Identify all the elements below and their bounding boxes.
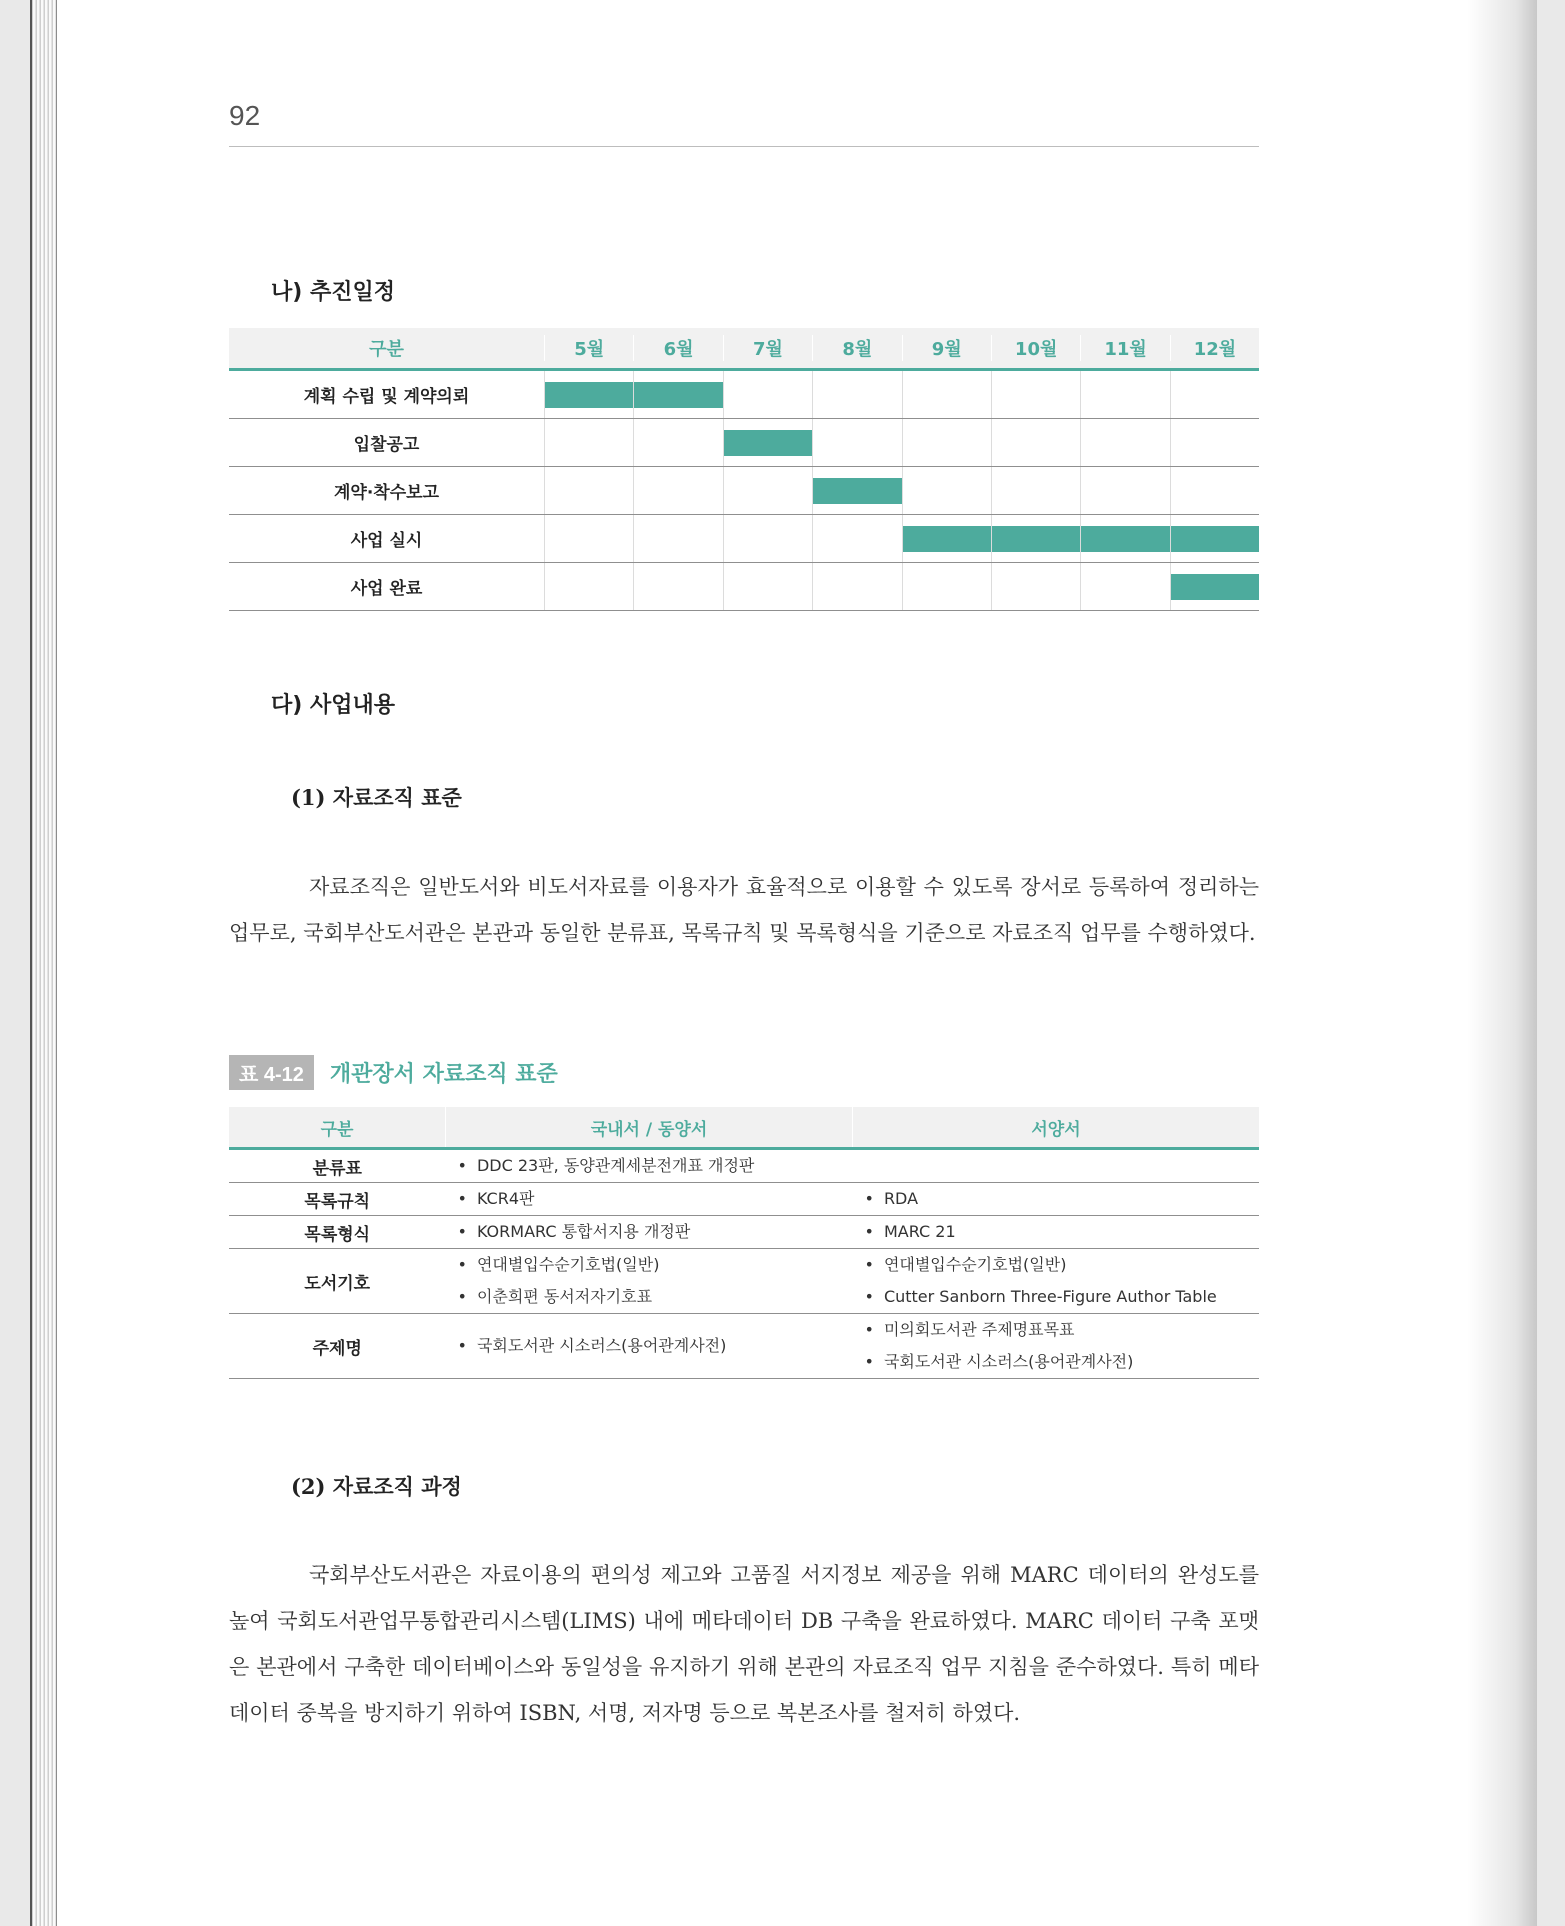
standards-row-label: 목록형식 — [229, 1216, 446, 1249]
gantt-bar — [1081, 526, 1169, 552]
schedule-heading: 나) 추진일정 — [271, 280, 395, 305]
page-shadow — [1467, 0, 1537, 1926]
gantt-cell — [902, 467, 991, 514]
bullet-item: • 미의회도서관 주제명표목표 — [865, 1314, 1248, 1346]
business-heading: 다) 사업내용 — [271, 693, 395, 718]
gantt-cell — [812, 371, 901, 418]
gantt-cell — [991, 419, 1080, 466]
gantt-cell — [812, 563, 901, 610]
bullet-list — [458, 1183, 841, 1215]
gantt-bar — [545, 382, 633, 408]
gantt-cell — [544, 419, 633, 466]
gantt-row — [229, 371, 1259, 419]
domestic-cell — [446, 1216, 853, 1249]
bullet-item: • DDC 23판, 동양관계세분전개표 개정판 — [458, 1150, 1248, 1182]
gantt-cell — [1170, 563, 1259, 610]
western-cell — [853, 1216, 1260, 1249]
gantt-row-label: 입찰공고 — [353, 435, 420, 455]
bullet-list — [458, 1150, 1248, 1182]
gantt-cell — [544, 515, 633, 562]
bullet-item: • Cutter Sanborn Three-Figure Author Table — [865, 1281, 1248, 1313]
gantt-row — [229, 515, 1259, 563]
gantt-cell — [902, 515, 991, 562]
domestic-cell — [446, 1183, 853, 1216]
standards-row — [229, 1249, 1259, 1314]
gantt-bar — [992, 526, 1080, 552]
standards-header-row — [229, 1107, 1259, 1149]
bullet-list — [865, 1314, 1248, 1378]
gantt-cell — [1080, 467, 1169, 514]
gantt-cell — [544, 371, 633, 418]
standards-row — [229, 1314, 1259, 1379]
gantt-month-header: 7월 — [723, 335, 812, 361]
gantt-cell — [991, 563, 1080, 610]
gantt-cell — [1080, 563, 1169, 610]
gantt-cell — [723, 467, 812, 514]
gantt-bar — [1171, 574, 1259, 600]
table-number: 표 4-12 — [229, 1055, 314, 1090]
gantt-cell — [544, 563, 633, 610]
gantt-cell — [633, 563, 722, 610]
bullet-list — [458, 1216, 841, 1248]
gantt-cell — [1080, 419, 1169, 466]
standards-row-label: 목록규칙 — [229, 1183, 446, 1216]
gantt-cell — [1170, 419, 1259, 466]
gantt-month-header: 10월 — [991, 335, 1080, 361]
gantt-cell — [723, 371, 812, 418]
bullet-item: • RDA — [865, 1183, 1248, 1215]
western-cell — [853, 1249, 1260, 1314]
gantt-cell — [991, 467, 1080, 514]
domestic-cell — [446, 1249, 853, 1314]
gantt-month-header: 12월 — [1170, 335, 1259, 361]
bullet-item: • 연대별입수순기호법(일반) — [458, 1249, 841, 1281]
bullet-list — [865, 1216, 1248, 1248]
standard-subheading: (1) 자료조직 표준 — [291, 785, 462, 810]
gantt-bar — [724, 430, 812, 456]
gantt-cell — [1170, 371, 1259, 418]
standards-table — [229, 1107, 1259, 1379]
standards-body — [229, 1149, 1259, 1379]
gantt-month-header: 9월 — [902, 335, 991, 361]
gantt-cell — [633, 515, 722, 562]
gantt-row-label: 사업 실시 — [350, 531, 423, 551]
gantt-row-label: 계약·착수보고 — [334, 483, 439, 503]
domestic-cell — [446, 1314, 853, 1379]
gantt-cell — [723, 419, 812, 466]
header-domestic: 국내서 / 동양서 — [446, 1107, 853, 1149]
document-page — [56, 0, 1537, 1926]
bullet-list — [865, 1183, 1248, 1215]
gantt-header-label: 구분 — [369, 339, 404, 360]
process-subheading: (2) 자료조직 과정 — [291, 1474, 462, 1499]
gantt-cell — [633, 419, 722, 466]
gantt-cell — [1080, 371, 1169, 418]
gantt-cell — [1080, 515, 1169, 562]
bullet-item: • KORMARC 통합서지용 개정판 — [458, 1216, 841, 1248]
gantt-row — [229, 467, 1259, 515]
gantt-cell — [1170, 515, 1259, 562]
gantt-cell — [812, 467, 901, 514]
gantt-row-label: 사업 완료 — [350, 579, 423, 599]
gantt-bar — [634, 382, 722, 408]
western-cell — [853, 1314, 1260, 1379]
standards-row — [229, 1183, 1259, 1216]
standards-row — [229, 1216, 1259, 1249]
standard-paragraph: 자료조직은 일반도서와 비도서자료를 이용자가 효율적으로 이용할 수 있도록 장서로 등록하여 정리하는 업무로, 국회부산도서관은 본관과 동일한 분류표, 목록규칙 및 목록형식을 기준으로 자료조직 업무를 수행하였다. — [229, 875, 1259, 945]
table-caption — [229, 1055, 558, 1090]
gantt-cell — [723, 563, 812, 610]
bullet-list — [458, 1249, 841, 1313]
bullet-item: • 이춘희편 동서저자기호표 — [458, 1281, 841, 1313]
standards-row-label: 분류표 — [229, 1149, 446, 1183]
bullet-item: • 국회도서관 시소러스(용어관계사전) — [458, 1330, 841, 1362]
bullet-list — [865, 1249, 1248, 1313]
table-title: 개관장서 자료조직 표준 — [329, 1062, 558, 1087]
gantt-body — [229, 371, 1259, 611]
gantt-cell — [723, 515, 812, 562]
gantt-bar — [1171, 526, 1259, 552]
gantt-bar — [903, 526, 991, 552]
bullet-item: • KCR4판 — [458, 1183, 841, 1215]
gantt-month-header: 6월 — [633, 335, 722, 361]
gantt-cell — [633, 371, 722, 418]
bullet-item: • 연대별입수순기호법(일반) — [865, 1249, 1248, 1281]
domestic-cell — [446, 1149, 1260, 1183]
gantt-month-header: 5월 — [544, 335, 633, 361]
gantt-row — [229, 419, 1259, 467]
gantt-row-label: 계획 수립 및 계약의뢰 — [303, 387, 470, 407]
gantt-cell — [812, 419, 901, 466]
gantt-cell — [991, 515, 1080, 562]
gantt-cell — [544, 467, 633, 514]
gantt-cell — [902, 563, 991, 610]
gantt-month-headers — [544, 328, 1259, 368]
gantt-cell — [633, 467, 722, 514]
western-cell — [853, 1183, 1260, 1216]
bullet-item: • MARC 21 — [865, 1216, 1248, 1248]
gantt-header-row — [229, 328, 1259, 371]
gantt-cell — [902, 371, 991, 418]
gantt-month-header: 11월 — [1080, 335, 1169, 361]
header-category: 구분 — [229, 1107, 446, 1149]
gantt-cell — [991, 371, 1080, 418]
header-western: 서양서 — [853, 1107, 1260, 1149]
header-rule — [229, 146, 1259, 147]
gantt-cell — [812, 515, 901, 562]
schedule-gantt-table — [229, 328, 1259, 611]
standards-row-label: 주제명 — [229, 1314, 446, 1379]
gantt-cell — [902, 419, 991, 466]
gantt-month-header: 8월 — [812, 335, 901, 361]
gantt-cell — [1170, 467, 1259, 514]
page-number: 92 — [229, 100, 261, 131]
standards-row — [229, 1149, 1259, 1183]
standards-row-label: 도서기호 — [229, 1249, 446, 1314]
gantt-bar — [813, 478, 901, 504]
bullet-item: • 국회도서관 시소러스(용어관계사전) — [865, 1346, 1248, 1378]
bullet-list — [458, 1330, 841, 1362]
gantt-row — [229, 563, 1259, 611]
process-paragraph: 국회부산도서관은 자료이용의 편의성 제고와 고품질 서지정보 제공을 위해 MARC 데이터의 완성도를 높여 국회도서관업무통합관리시스템(LIMS) 내에 메타데이터 DB 구축을 완료하였다. MARC 데이터 구축 포맷은 본관에서 구축한 데이터베이스와 동일성을 유지하기 위해 본관의 자료조직 업무 지침을 준수하였다. 특히 메타데이터 중복을 방지하기 위하여 ISBN, 서명, 저자명 등으로 복본조사를 철저히 하였다. — [229, 1563, 1259, 1725]
